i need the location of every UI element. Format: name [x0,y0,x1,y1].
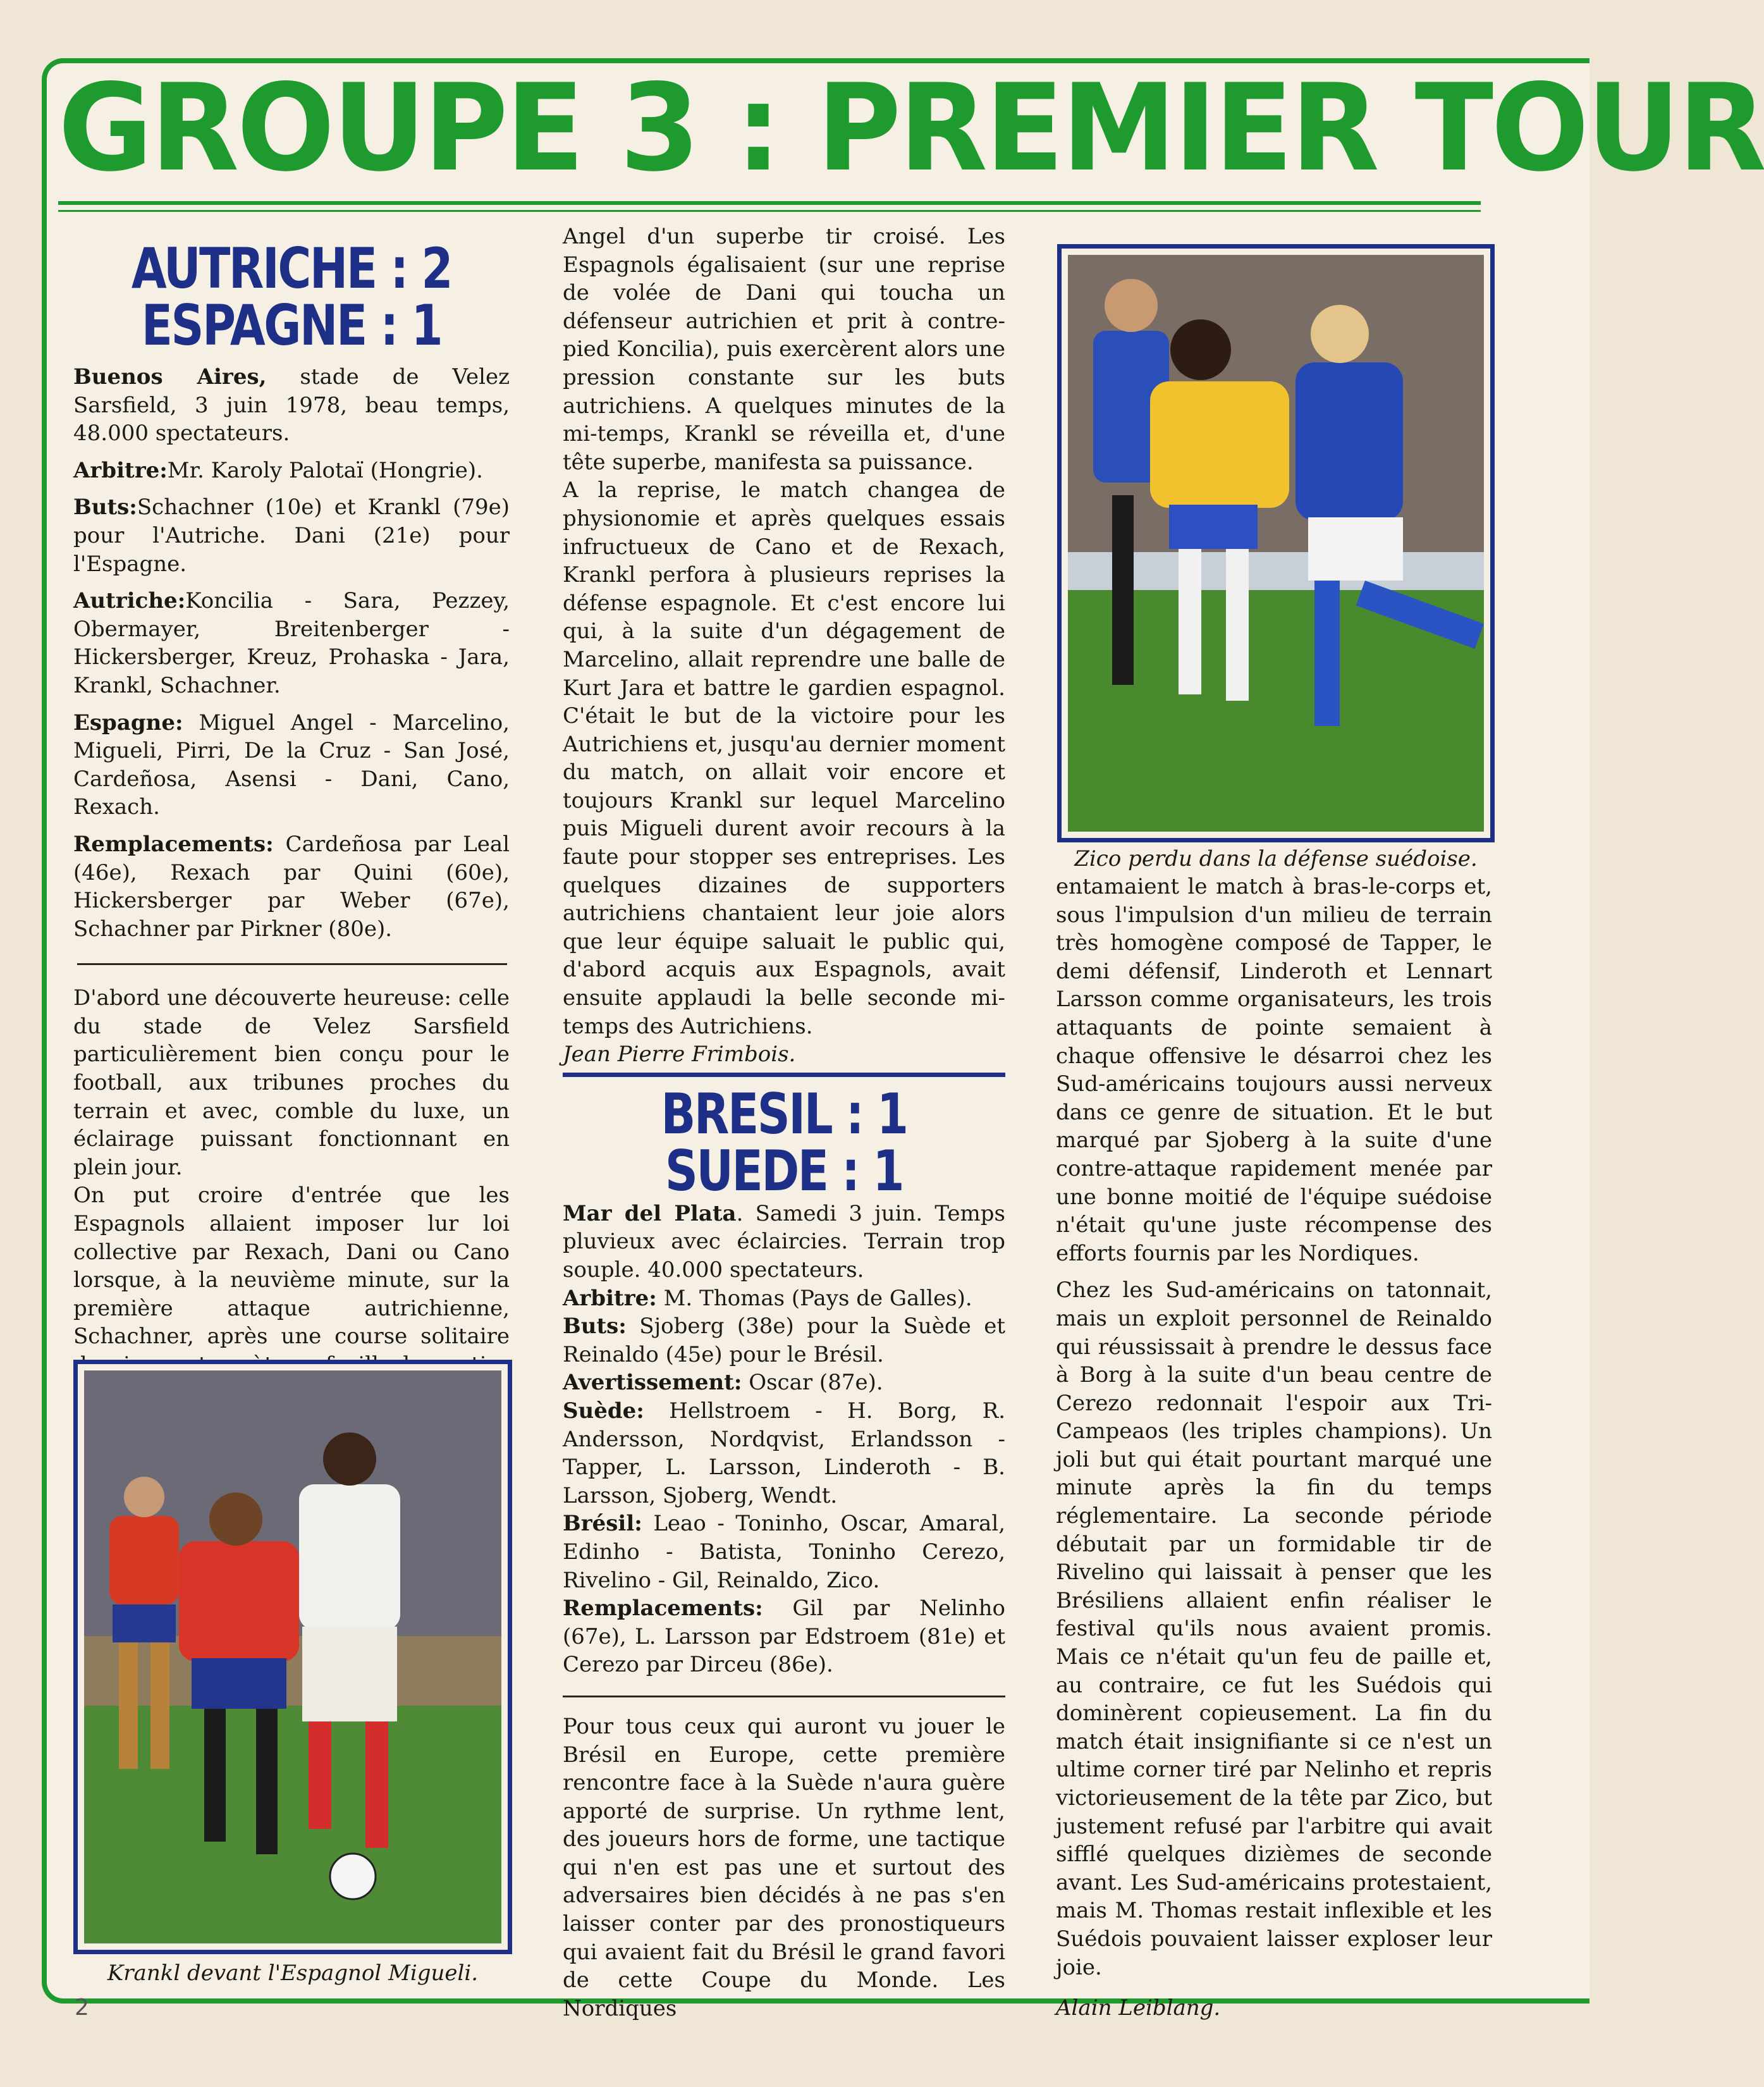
photo-krankl-image [84,1370,501,1943]
match2-report-p2: entamaient le match à bras-le-corps et, sous l'impulsion d'un milieu de terrain très homogène composé de Tapper, le demi défensif, Linderoth et Lennart Larsson comme organisateurs, les trois attaquants de pointe semaient à chaque offensive le désarroi chez les Sud-américains toujours aussi nerveux dans ce genre de situation. Et le but marqué par Sjoberg à la suite d'une contre-attaque rapidement menée par une bonne moitié de l'équipe suédoise n'était qu'une juste récompense des efforts fournis par les Nordiques. [1056,874,1492,1266]
score-line-1: BRESIL : 1 [661,1081,907,1147]
match2-warning: Avertissement: Oscar (87e). [563,1370,883,1396]
match2-substitutions: Remplacements: Gil par Nelinho (67e), L. Larsson par Edstroem (81e) et Cerezo par Dirceu (86e). [563,1596,1005,1678]
match2-divider [563,1696,1005,1697]
score-bresil-suede [603,1081,965,1204]
match1-divider [77,963,507,965]
match2-author: Alain Leiblang. [1056,1995,1221,2021]
photo-krankl-frame [73,1360,512,1954]
match1-substitutions: Remplacements: Cardeñosa par Leal (46e), Rexach par Quini (60e), Hickersberger par Weber (67e), Schachner par Pirkner (80e). [73,831,510,942]
page-number: 2 [75,1995,89,2021]
match1-team-espagne: Espagne: Miguel Angel - Marcelino, Migueli, Pirri, De la Cruz - San José, Cardeñosa, Asensi - Dani, Cano, Rexach. [73,710,510,820]
match1-referee: Arbitre:Mr. Karoly Palotaï (Hongrie). [73,457,483,483]
match2-report-p3: Chez les Sud-américains on tatonnait, mais un exploit personnel de Reinaldo qui réussissait à prendre le dessus face à Borg à la suite d'un beau centre de Cerezo redonnait l'espoir aux Tri-Campeaos (les triples champions). Un joli but qui était pourtant marqué une minute après la fin du temps réglementaire. La seconde période débutait par un formidable tir de Rivelino qui laissait à penser que les Brésiliens allaient enfin réaliser le festival qu'ils nous avaient promis. Mais ce n'était qu'un feu de paille et, au contraire, ce fut les Suédois qui dominèrent copieusement. La fin du match était insignifiante si ce n'est un ultime corner tiré par Nelinho et repris victorieusement de la tête par Zico, but justement refusé par l'arbitre qui avait sifflé quelques dizièmes de seconde avant. Les Sud-américains protestaient, mais M. Thomas restait inflexible et les Suédois pouvaient laisser exploser leur joie. [1056,1277,1492,1980]
match2-team-suede: Suède: Hellstroem - H. Borg, R. Andersson, Nordqvist, Erlandsson - Tapper, L. Larsson, Linderoth - B. Larsson, Sjoberg, Wendt. [563,1398,1005,1508]
headline: GROUPE 3 : PREMIER TOUR [58,58,1764,198]
match2-report-p1: Pour tous ceux qui auront vu jouer le Brésil en Europe, cette première rencontre face à la Suède n'aura guère apporté de surprise. Un rythme lent, des joueurs hors de forme, une tactique qui n'en est pas une et surtout des adversaires bien décidés à ne pas s'en laisser conter par des pronostiqueurs qui avaient fait du Brésil le grand favori de cette Coupe du Monde. Les Nordiques [563,1713,1005,2021]
match1-author: Jean Pierre Frimbois. [563,1042,796,1068]
score-line-1: AUTRICHE : 2 [131,236,452,301]
score-line-2: ESPAGNE : 1 [141,293,442,358]
match2-team-bresil: Brésil: Leao - Toninho, Oscar, Amaral, Edinho - Batista, Toninho Cerezo, Rivelino - Gil, Reinaldo, Zico. [563,1511,1005,1593]
match1-team-autriche: Autriche:Koncilia - Sara, Pezzey, Obermayer, Breitenberger - Hickersberger, Kreuz, Prohaska - Jara, Krankl, Schachner. [73,588,510,698]
column-1 [73,236,510,1407]
match2-divider-top [563,1073,1005,1077]
match2-goals: Buts: Sjoberg (38e) pour la Suède et Reinaldo (45e) pour le Brésil. [563,1314,1005,1367]
score-autriche-espagne [113,236,470,358]
column-2 [563,223,1005,2022]
match1-goals: Buts:Schachner (10e) et Krankl (79e) pour l'Autriche. Dani (21e) pour l'Espagne. [73,495,510,577]
headline-rule-top [58,201,1481,205]
match2-venue: Mar del Plata. Samedi 3 juin. Temps pluvieux avec éclaircies. Terrain trop souple. 40.000 spectateurs. [563,1200,1005,1283]
photo-krankl-caption: Krankl devant l'Espagnol Migueli. [107,1961,479,1986]
score-line-2: SUEDE : 1 [665,1138,903,1204]
photo-zico-caption: Zico perdu dans la défense suédoise. [1074,846,1478,871]
match2-referee: Arbitre: M. Thomas (Pays de Galles). [563,1285,972,1311]
match1-report-p1: D'abord une découverte heureuse: celle du stade de Velez Sarsfield particulièrement bien conçu pour le football, aux tribunes proches du terrain et avec, comble du luxe, un éclairage puissant fonctionnant en plein jour. [73,985,510,1180]
photo-zico-frame [1057,244,1495,842]
match1-report-p3: Angel d'un superbe tir croisé. Les Espagnols égalisaient (sur une reprise de volée de Dani qui toucha un défenseur autrichien et prit à contre-pied Koncilia), puis exercèrent alors une pression constante sur les buts autrichiens. A quelques minutes de la mi-temps, Krankl se réveilla et, d'une tête superbe, manifesta sa puissance. [563,224,1005,475]
match1-report-p4: A la reprise, le match changea de physionomie et après quelques essais infructueux de Cano et de Rexach, Krankl perfora à plusieurs reprises la défense espagnole. Et c'est encore lui qui, à la suite d'un dégagement de Marcelino, allait reprendre une balle de Kurt Jara et battre le gardien espagnol. C'était le but de la victoire pour les Autrichiens et, jusqu'au dernier moment du match, on allait voir encore et toujours Krankl sur lequel Marcelino puis Migueli durent avoir recours à la faute pour stopper ses entreprises. Les quelques dizaines de supporters autrichiens chantaient leur joie alors que leur équipe saluait le public qui, d'abord acquis aux Espagnols, avait ensuite applaudi la belle seconde mi-temps des Autrichiens. [563,477,1005,1039]
headline-rule-bottom [58,210,1481,212]
match1-report-p2: On put croire d'entrée que les Espagnols allaient imposer lur loi collective par Rexach, Dani ou Cano lorsque, à la neuvième minute, sur la première attaque autrichienne, Schachner, après une course solitaire [73,1183,510,1350]
column-3 [1056,873,1492,2022]
match1-venue: Buenos Aires, stade de Velez Sarsfield, 3 juin 1978, beau temps, 48.000 spectateurs. [73,364,510,446]
photo-zico-image [1068,255,1484,832]
